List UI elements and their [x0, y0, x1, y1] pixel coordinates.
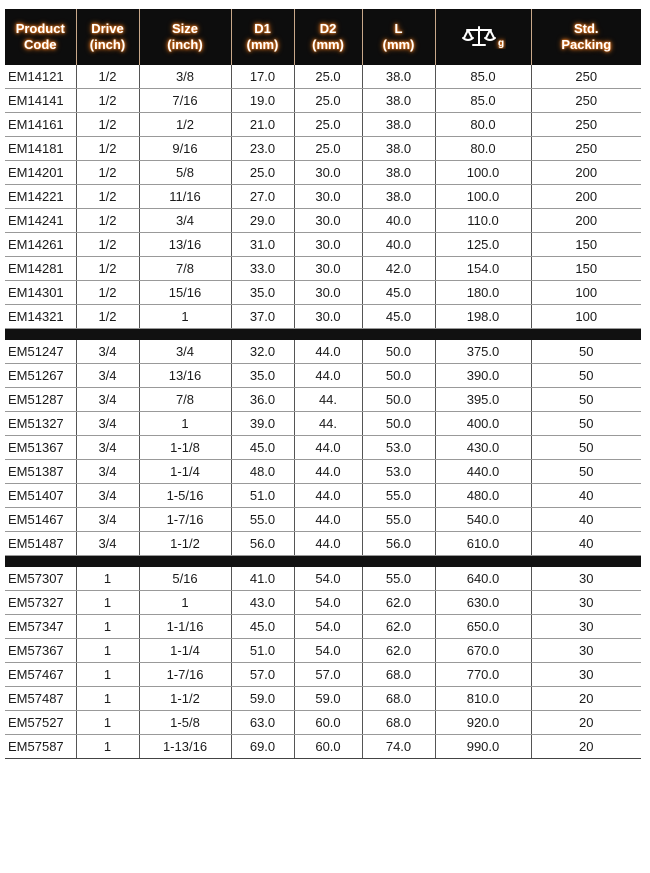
- table-row: [5, 161, 641, 185]
- weight-cell: 125.0: [435, 233, 531, 257]
- table-row: [5, 65, 641, 89]
- product-code-cell: EM14241: [5, 209, 76, 233]
- weight-cell: 110.0: [435, 209, 531, 233]
- packing-cell: 30: [531, 567, 641, 591]
- product-code-cell: EM57347: [5, 615, 76, 639]
- size-cell: 1-5/8: [139, 711, 231, 735]
- packing-cell: 30: [531, 615, 641, 639]
- product-code-cell: EM14301: [5, 281, 76, 305]
- table-row: [5, 663, 641, 687]
- d1-cell: 19.0: [231, 89, 294, 113]
- packing-cell: 30: [531, 591, 641, 615]
- product-code-cell: EM14161: [5, 113, 76, 137]
- drive-cell: 1: [76, 591, 139, 615]
- length-cell: 42.0: [362, 257, 435, 281]
- size-cell: 1/2: [139, 113, 231, 137]
- product-code-cell: EM51407: [5, 484, 76, 508]
- packing-cell: 150: [531, 257, 641, 281]
- weight-cell: 100.0: [435, 185, 531, 209]
- d1-cell: 59.0: [231, 687, 294, 711]
- group-separator: [5, 556, 641, 568]
- weight-cell: 375.0: [435, 340, 531, 364]
- header-product-code: Product Code: [5, 9, 76, 65]
- d1-cell: 45.0: [231, 436, 294, 460]
- size-cell: 1-1/4: [139, 639, 231, 663]
- d2-cell: 60.0: [294, 735, 362, 759]
- d1-cell: 69.0: [231, 735, 294, 759]
- size-cell: 1: [139, 591, 231, 615]
- length-cell: 55.0: [362, 567, 435, 591]
- d1-cell: 32.0: [231, 340, 294, 364]
- weight-cell: 154.0: [435, 257, 531, 281]
- d1-cell: 56.0: [231, 532, 294, 556]
- drive-cell: 1/2: [76, 113, 139, 137]
- d2-cell: 44.0: [294, 364, 362, 388]
- drive-cell: 1/2: [76, 305, 139, 329]
- table-row: [5, 113, 641, 137]
- packing-cell: 200: [531, 161, 641, 185]
- d2-cell: 44.0: [294, 484, 362, 508]
- d2-cell: 54.0: [294, 615, 362, 639]
- drive-cell: 1: [76, 567, 139, 591]
- length-cell: 55.0: [362, 508, 435, 532]
- size-cell: 7/8: [139, 257, 231, 281]
- drive-cell: 3/4: [76, 532, 139, 556]
- header-drive: Drive (inch): [76, 9, 139, 65]
- size-cell: 1-5/16: [139, 484, 231, 508]
- weight-cell: 610.0: [435, 532, 531, 556]
- weight-cell: 440.0: [435, 460, 531, 484]
- length-cell: 55.0: [362, 484, 435, 508]
- table-body: [5, 65, 641, 759]
- d1-cell: 31.0: [231, 233, 294, 257]
- weight-cell: 480.0: [435, 484, 531, 508]
- d2-cell: 44.: [294, 388, 362, 412]
- drive-cell: 3/4: [76, 460, 139, 484]
- product-code-cell: EM14261: [5, 233, 76, 257]
- length-cell: 50.0: [362, 340, 435, 364]
- weight-cell: 85.0: [435, 65, 531, 89]
- product-code-cell: EM57527: [5, 711, 76, 735]
- length-cell: 38.0: [362, 65, 435, 89]
- drive-cell: 3/4: [76, 484, 139, 508]
- drive-cell: 1/2: [76, 65, 139, 89]
- table-row: [5, 209, 641, 233]
- group-separator: [5, 329, 641, 341]
- product-code-cell: EM14121: [5, 65, 76, 89]
- length-cell: 53.0: [362, 460, 435, 484]
- d1-cell: 55.0: [231, 508, 294, 532]
- size-cell: 3/4: [139, 209, 231, 233]
- d2-cell: 30.0: [294, 161, 362, 185]
- packing-cell: 50: [531, 436, 641, 460]
- d2-cell: 44.0: [294, 340, 362, 364]
- size-cell: 1-1/4: [139, 460, 231, 484]
- packing-cell: 150: [531, 233, 641, 257]
- table-row: [5, 185, 641, 209]
- drive-cell: 1: [76, 687, 139, 711]
- packing-cell: 250: [531, 113, 641, 137]
- length-cell: 40.0: [362, 209, 435, 233]
- length-cell: 40.0: [362, 233, 435, 257]
- d1-cell: 37.0: [231, 305, 294, 329]
- d1-cell: 33.0: [231, 257, 294, 281]
- packing-cell: 20: [531, 735, 641, 759]
- d1-cell: 57.0: [231, 663, 294, 687]
- product-code-cell: EM14181: [5, 137, 76, 161]
- product-code-cell: EM51467: [5, 508, 76, 532]
- length-cell: 45.0: [362, 305, 435, 329]
- drive-cell: 1: [76, 639, 139, 663]
- product-code-cell: EM57587: [5, 735, 76, 759]
- d2-cell: 44.: [294, 412, 362, 436]
- d2-cell: 30.0: [294, 305, 362, 329]
- packing-cell: 40: [531, 508, 641, 532]
- d2-cell: 44.0: [294, 460, 362, 484]
- size-cell: 11/16: [139, 185, 231, 209]
- product-spec-table: [5, 9, 641, 759]
- weight-cell: 430.0: [435, 436, 531, 460]
- packing-cell: 250: [531, 65, 641, 89]
- weight-cell: 100.0: [435, 161, 531, 185]
- d2-cell: 54.0: [294, 591, 362, 615]
- weight-cell: 920.0: [435, 711, 531, 735]
- table-row: [5, 436, 641, 460]
- drive-cell: 3/4: [76, 508, 139, 532]
- weight-cell: 85.0: [435, 89, 531, 113]
- length-cell: 68.0: [362, 663, 435, 687]
- d2-cell: 44.0: [294, 436, 362, 460]
- drive-cell: 1/2: [76, 185, 139, 209]
- d1-cell: 36.0: [231, 388, 294, 412]
- drive-cell: 1/2: [76, 89, 139, 113]
- d1-cell: 17.0: [231, 65, 294, 89]
- weight-cell: 395.0: [435, 388, 531, 412]
- d2-cell: 30.0: [294, 209, 362, 233]
- length-cell: 38.0: [362, 137, 435, 161]
- d2-cell: 57.0: [294, 663, 362, 687]
- product-code-cell: EM51247: [5, 340, 76, 364]
- length-cell: 50.0: [362, 388, 435, 412]
- d2-cell: 54.0: [294, 567, 362, 591]
- d2-cell: 30.0: [294, 257, 362, 281]
- table-row: [5, 388, 641, 412]
- size-cell: 1-1/8: [139, 436, 231, 460]
- table-row: [5, 340, 641, 364]
- size-cell: 1-7/16: [139, 508, 231, 532]
- d1-cell: 39.0: [231, 412, 294, 436]
- d1-cell: 35.0: [231, 364, 294, 388]
- d1-cell: 41.0: [231, 567, 294, 591]
- weight-cell: 390.0: [435, 364, 531, 388]
- d2-cell: 60.0: [294, 711, 362, 735]
- length-cell: 68.0: [362, 711, 435, 735]
- table-row: [5, 508, 641, 532]
- drive-cell: 3/4: [76, 364, 139, 388]
- length-cell: 50.0: [362, 412, 435, 436]
- d1-cell: 27.0: [231, 185, 294, 209]
- product-code-cell: EM14221: [5, 185, 76, 209]
- separator-bar: [5, 329, 641, 341]
- drive-cell: 1: [76, 735, 139, 759]
- drive-cell: 1/2: [76, 161, 139, 185]
- drive-cell: 3/4: [76, 340, 139, 364]
- d2-cell: 54.0: [294, 639, 362, 663]
- weight-cell: 400.0: [435, 412, 531, 436]
- size-cell: 9/16: [139, 137, 231, 161]
- weight-cell: 540.0: [435, 508, 531, 532]
- size-cell: 7/16: [139, 89, 231, 113]
- weight-cell: 650.0: [435, 615, 531, 639]
- size-cell: 1-1/2: [139, 532, 231, 556]
- size-cell: 1: [139, 412, 231, 436]
- packing-cell: 30: [531, 663, 641, 687]
- drive-cell: 1/2: [76, 209, 139, 233]
- length-cell: 62.0: [362, 615, 435, 639]
- product-code-cell: EM57327: [5, 591, 76, 615]
- product-code-cell: EM57307: [5, 567, 76, 591]
- header-length: L (mm): [362, 9, 435, 65]
- product-code-cell: EM57467: [5, 663, 76, 687]
- size-cell: 15/16: [139, 281, 231, 305]
- length-cell: 68.0: [362, 687, 435, 711]
- packing-cell: 40: [531, 532, 641, 556]
- header-d1: D1 (mm): [231, 9, 294, 65]
- product-code-cell: EM51327: [5, 412, 76, 436]
- table-row: [5, 735, 641, 759]
- drive-cell: 3/4: [76, 436, 139, 460]
- product-code-cell: EM14281: [5, 257, 76, 281]
- table-row: [5, 89, 641, 113]
- weight-cell: 80.0: [435, 113, 531, 137]
- table-row: [5, 532, 641, 556]
- table-row: [5, 412, 641, 436]
- length-cell: 38.0: [362, 185, 435, 209]
- weight-unit: g: [498, 38, 505, 49]
- weight-cell: 180.0: [435, 281, 531, 305]
- weight-cell: 990.0: [435, 735, 531, 759]
- table-row: [5, 567, 641, 591]
- size-cell: 1-13/16: [139, 735, 231, 759]
- drive-cell: 1: [76, 663, 139, 687]
- table-row: [5, 615, 641, 639]
- weight-cell: 640.0: [435, 567, 531, 591]
- header-row: [5, 9, 641, 65]
- drive-cell: 3/4: [76, 412, 139, 436]
- drive-cell: 1/2: [76, 281, 139, 305]
- d1-cell: 35.0: [231, 281, 294, 305]
- packing-cell: 50: [531, 364, 641, 388]
- length-cell: 56.0: [362, 532, 435, 556]
- packing-cell: 50: [531, 460, 641, 484]
- size-cell: 1: [139, 305, 231, 329]
- table-row: [5, 305, 641, 329]
- table-row: [5, 281, 641, 305]
- d2-cell: 30.0: [294, 185, 362, 209]
- packing-cell: 20: [531, 687, 641, 711]
- product-code-cell: EM57367: [5, 639, 76, 663]
- size-cell: 3/4: [139, 340, 231, 364]
- length-cell: 45.0: [362, 281, 435, 305]
- product-code-cell: EM51367: [5, 436, 76, 460]
- d1-cell: 29.0: [231, 209, 294, 233]
- length-cell: 62.0: [362, 591, 435, 615]
- table-row: [5, 711, 641, 735]
- weight-cell: 198.0: [435, 305, 531, 329]
- size-cell: 5/16: [139, 567, 231, 591]
- length-cell: 38.0: [362, 89, 435, 113]
- table-row: [5, 364, 641, 388]
- d2-cell: 25.0: [294, 137, 362, 161]
- d1-cell: 25.0: [231, 161, 294, 185]
- table-row: [5, 591, 641, 615]
- packing-cell: 50: [531, 340, 641, 364]
- scale-icon: [460, 25, 506, 49]
- d1-cell: 48.0: [231, 460, 294, 484]
- size-cell: 13/16: [139, 364, 231, 388]
- drive-cell: 1: [76, 711, 139, 735]
- packing-cell: 20: [531, 711, 641, 735]
- d1-cell: 63.0: [231, 711, 294, 735]
- table-header: [5, 9, 641, 65]
- drive-cell: 1/2: [76, 233, 139, 257]
- table-row: [5, 639, 641, 663]
- weight-cell: 80.0: [435, 137, 531, 161]
- product-code-cell: EM57487: [5, 687, 76, 711]
- table-row: [5, 687, 641, 711]
- packing-cell: 100: [531, 281, 641, 305]
- d1-cell: 23.0: [231, 137, 294, 161]
- drive-cell: 3/4: [76, 388, 139, 412]
- table-row: [5, 137, 641, 161]
- packing-cell: 40: [531, 484, 641, 508]
- size-cell: 1-1/16: [139, 615, 231, 639]
- size-cell: 13/16: [139, 233, 231, 257]
- product-code-cell: EM14201: [5, 161, 76, 185]
- weight-cell: 630.0: [435, 591, 531, 615]
- length-cell: 38.0: [362, 113, 435, 137]
- table-row: [5, 233, 641, 257]
- product-code-cell: EM51287: [5, 388, 76, 412]
- size-cell: 3/8: [139, 65, 231, 89]
- packing-cell: 250: [531, 89, 641, 113]
- d1-cell: 43.0: [231, 591, 294, 615]
- d2-cell: 25.0: [294, 65, 362, 89]
- length-cell: 53.0: [362, 436, 435, 460]
- d1-cell: 51.0: [231, 639, 294, 663]
- d2-cell: 44.0: [294, 532, 362, 556]
- d1-cell: 51.0: [231, 484, 294, 508]
- d1-cell: 45.0: [231, 615, 294, 639]
- table-row: [5, 257, 641, 281]
- packing-cell: 50: [531, 412, 641, 436]
- table-row: [5, 484, 641, 508]
- packing-cell: 200: [531, 209, 641, 233]
- d1-cell: 21.0: [231, 113, 294, 137]
- size-cell: 1-1/2: [139, 687, 231, 711]
- header-d2: D2 (mm): [294, 9, 362, 65]
- weight-cell: 770.0: [435, 663, 531, 687]
- header-weight: [435, 9, 531, 65]
- d2-cell: 30.0: [294, 233, 362, 257]
- packing-cell: 30: [531, 639, 641, 663]
- table-row: [5, 460, 641, 484]
- packing-cell: 250: [531, 137, 641, 161]
- d2-cell: 25.0: [294, 113, 362, 137]
- packing-cell: 200: [531, 185, 641, 209]
- product-code-cell: EM14141: [5, 89, 76, 113]
- size-cell: 5/8: [139, 161, 231, 185]
- length-cell: 38.0: [362, 161, 435, 185]
- size-cell: 1-7/16: [139, 663, 231, 687]
- length-cell: 62.0: [362, 639, 435, 663]
- length-cell: 74.0: [362, 735, 435, 759]
- d2-cell: 44.0: [294, 508, 362, 532]
- header-size: Size (inch): [139, 9, 231, 65]
- weight-cell: 670.0: [435, 639, 531, 663]
- packing-cell: 100: [531, 305, 641, 329]
- drive-cell: 1/2: [76, 137, 139, 161]
- d2-cell: 25.0: [294, 89, 362, 113]
- drive-cell: 1: [76, 615, 139, 639]
- weight-cell: 810.0: [435, 687, 531, 711]
- product-code-cell: EM51267: [5, 364, 76, 388]
- d2-cell: 59.0: [294, 687, 362, 711]
- separator-bar: [5, 556, 641, 568]
- size-cell: 7/8: [139, 388, 231, 412]
- d2-cell: 30.0: [294, 281, 362, 305]
- product-code-cell: EM51487: [5, 532, 76, 556]
- packing-cell: 50: [531, 388, 641, 412]
- product-code-cell: EM51387: [5, 460, 76, 484]
- length-cell: 50.0: [362, 364, 435, 388]
- product-code-cell: EM14321: [5, 305, 76, 329]
- drive-cell: 1/2: [76, 257, 139, 281]
- header-std-packing: Std. Packing: [531, 9, 641, 65]
